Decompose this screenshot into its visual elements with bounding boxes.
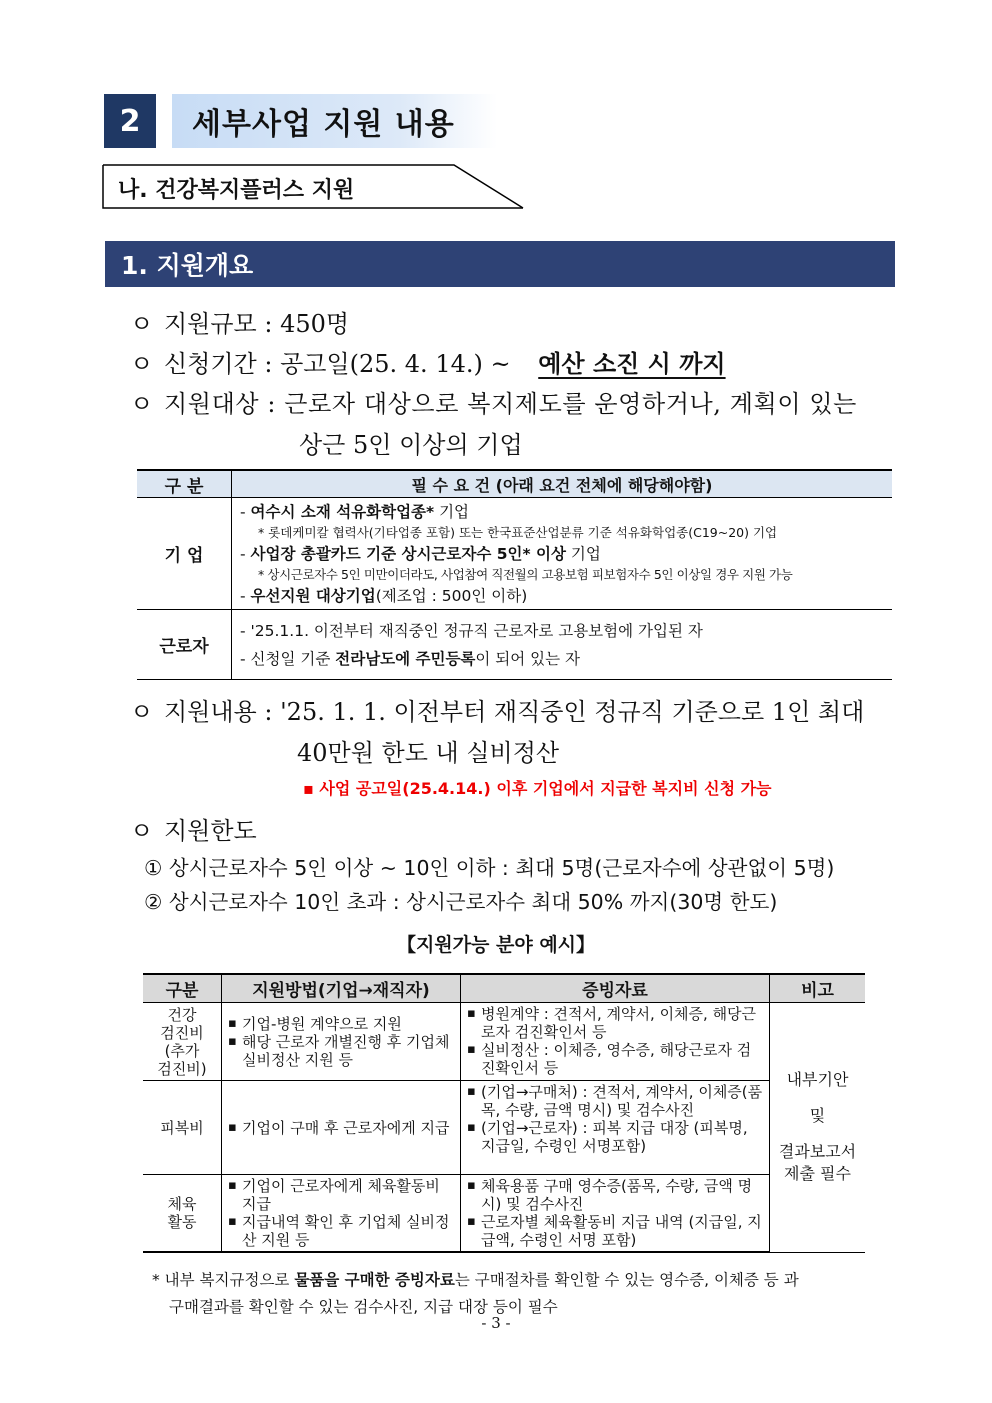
requirements-table [137,469,892,680]
list-item: ▪ 해당 근로자 개별진행 후 기업체 실비정산 지원 등 [228,1033,454,1069]
req-worker-1: - '25.1.1. 이전부터 재직중인 정규직 근로자로 고용보험에 가입된 자 [240,621,703,640]
req-company-1: - 여수시 소재 석유화학업종* 기업 [240,502,470,521]
period-text: 신청기간 : 공고일(25. 4. 14.) ~ [164,350,511,378]
ex-row-0-cat: 건강 검진비 (추가 검진비) [143,1003,222,1081]
req-company-2-note: * 상시근로자수 5인 미만이더라도, 사업참여 직전월의 고용보험 피보험자수 5인 이상일 경우 지원 가능 [258,566,793,582]
list-item: ▪ 체육용품 구매 영수증(품목, 수량, 금액 명시) 및 검수사진 [467,1177,763,1213]
list-item: ▪ 기업이 근로자에게 체육활동비 지급 [228,1177,454,1213]
bullet-icon: ㅇ [130,698,154,726]
subsection-title: 나. 건강복지플러스 지원 [118,178,355,203]
part-title: 1. 지원개요 [105,241,895,287]
bullet-icon: ㅇ [130,390,154,418]
footnote-line-2: 구매결과를 확인할 수 있는 검수사진, 지급 대장 등이 필수 [169,1298,558,1316]
req-worker-cell [232,610,893,680]
req-company-2: - 사업장 총괄카드 기준 상시근로자수 5인* 이상 기업 [240,544,601,563]
subsection-tab [102,164,526,210]
list-item: ▪ 기업이 구매 후 근로자에게 지급 [228,1119,454,1137]
req-head-req: 필 수 요 건 (아래 요건 전체에 해당해야함) [232,470,893,498]
list-item: ▪ (기업→근로자) : 피복 지급 대장 (피복명, 지급일, 수령인 서명포함) [467,1119,763,1155]
req-company-1-note: * 롯데케미칼 협력사(기타업종 포함) 또는 한국표준산업분류 기준 석유화학업종(C19~20) 기업 [258,524,778,540]
section-number: 2 [104,94,156,148]
ex-head-1: 지원방법(기업→재직자) [222,974,461,1003]
ex-row-0-proof [461,1003,770,1081]
bullet-icon: ㅇ [130,350,154,378]
list-item: ▪ 근로자별 체육활동비 지급 내역 (지급일, 지급액, 수령인 서명 포함) [467,1213,763,1249]
content-line-1 [130,692,864,727]
limit-title: 지원한도 [164,817,257,845]
req-worker-2: - 신청일 기준 전라남도에 주민등록이 되어 있는 자 [240,649,581,668]
content-note: ▪ 사업 공고일(25.4.14.) 이후 기업에서 지급한 복지비 신청 가능 [303,779,772,798]
content-text-1: 지원내용 : '25. 1. 1. 이전부터 재직중인 정규직 기준으로 1인 최대 [164,698,865,726]
section-title: 세부사업 지원 내용 [172,94,497,148]
overview-target [130,384,857,419]
req-company-cat: 기 업 [137,498,232,610]
ex-note-cell [770,1003,866,1253]
limit-title-row [130,811,257,846]
period-end: 예산 소진 시 까지 [538,350,726,378]
ex-row-1-method [222,1081,461,1175]
req-company-cell [232,498,893,610]
bullet-icon: ㅇ [130,310,154,338]
footnote-line-1: * 내부 복지규정으로 물품을 구매한 증빙자료는 구매절차를 확인할 수 있는 영수증, 이체증 등 과 [152,1271,799,1289]
ex-row-1-proof [461,1081,770,1175]
note-line-1: 내부기안 [786,1070,849,1090]
ex-head-3: 비고 [770,974,866,1003]
note-line-2: 및 [809,1106,826,1126]
list-item: ▪ 지급내역 확인 후 기업체 실비정산 지원 등 [228,1213,454,1249]
overview-scale [130,304,349,339]
limit-item-1: ① 상시근로자수 5인 이상 ~ 10인 이하 : 최대 5명(근로자수에 상관없이 5명) [144,856,835,880]
page-number: - 3 - [481,1314,511,1332]
limit-item-2: ② 상시근로자수 10인 초과 : 상시근로자수 최대 50% 까지(30명 한도) [144,890,778,914]
scale-text: 지원규모 : 450명 [164,310,350,338]
note-line-4: 제출 필수 [784,1164,851,1184]
ex-head-2: 증빙자료 [461,974,770,1003]
examples-title: 【지원가능 분야 예시】 [396,934,596,956]
ex-row-2-proof [461,1175,770,1253]
ex-row-2-cat: 체육 활동 [143,1175,222,1253]
list-item: ▪ 병원계약 : 견적서, 계약서, 이체증, 해당근로자 검진확인서 등 [467,1005,763,1041]
ex-head-0: 구분 [143,974,222,1003]
ex-row-2-method [222,1175,461,1253]
list-item: ▪ (기업→구매처) : 견적서, 계약서, 이체증(품목, 수량, 금액 명시) 및 검수사진 [467,1083,763,1119]
content-text-2: 40만원 한도 내 실비정산 [297,739,560,767]
list-item: ▪ 기업-병원 계약으로 지원 [228,1015,454,1033]
ex-row-1-cat: 피복비 [143,1081,222,1175]
list-item: ▪ 실비정산 : 이체증, 영수증, 해당근로자 검진확인서 등 [467,1041,763,1077]
bullet-icon: ㅇ [130,817,154,845]
req-worker-cat: 근로자 [137,610,232,680]
target-text-2: 상근 5인 이상의 기업 [299,431,523,459]
note-line-3: 결과보고서 [778,1142,857,1162]
overview-period [130,344,726,379]
ex-row-0-method [222,1003,461,1081]
req-company-3: - 우선지원 대상기업(제조업 : 500인 이하) [240,586,528,605]
req-head-cat: 구 분 [137,470,232,498]
examples-table [143,973,865,1253]
target-text-1: 지원대상 : 근로자 대상으로 복지제도를 운영하거나, 계획이 있는 [164,390,857,418]
